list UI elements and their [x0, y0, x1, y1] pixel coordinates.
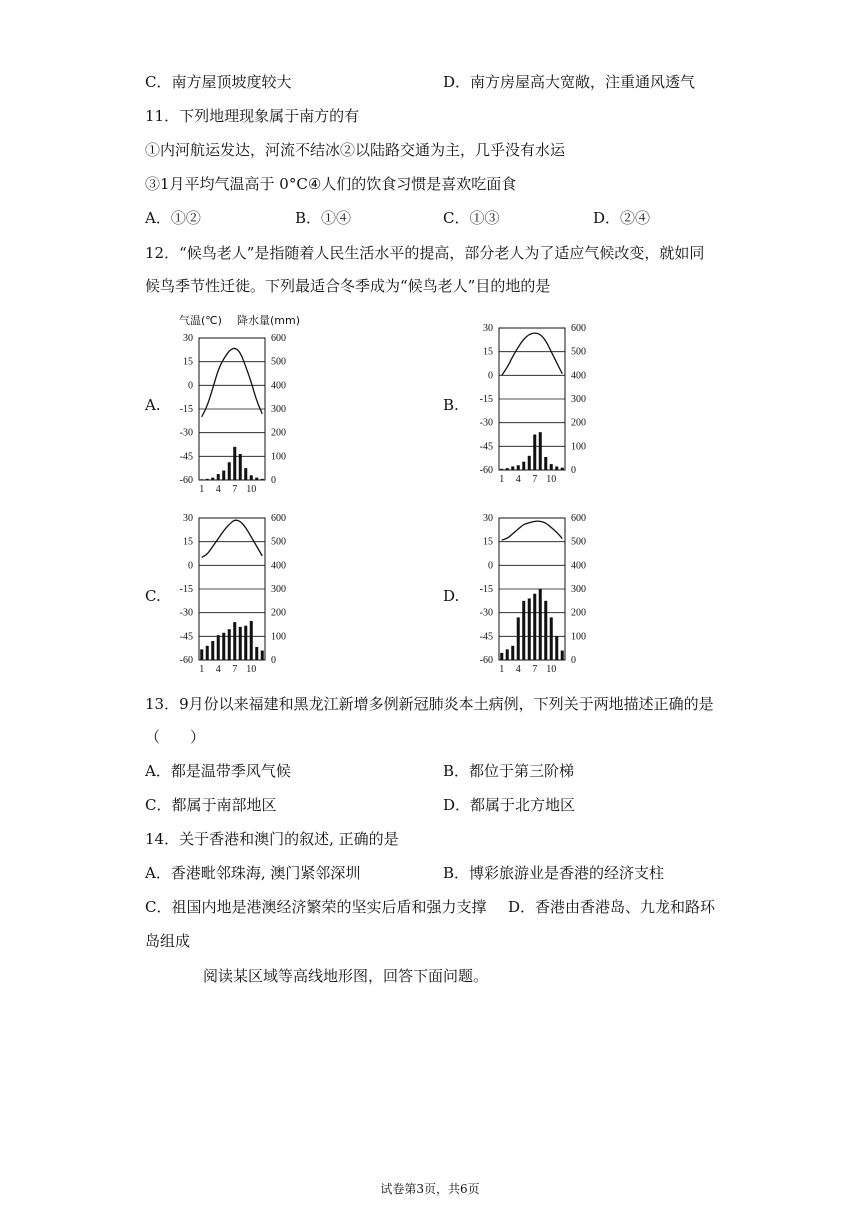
chart-a-precip-bar: [222, 471, 225, 480]
chart-b-temp-tick: 15: [483, 346, 493, 358]
chart-a-temp-tick: -15: [179, 404, 193, 415]
chart-c-precip-tick: 200: [271, 607, 286, 619]
chart-c-temp-tick: -30: [179, 607, 193, 619]
chart-d-precip-bar: [500, 653, 503, 660]
chart-a-precip-bar: [261, 479, 264, 480]
chart-c-precip-bar: [261, 651, 264, 660]
chart-b-temp-tick: -45: [479, 441, 493, 453]
chart-d-temp-tick: -15: [479, 584, 493, 595]
chart-d-precip-bar: [517, 617, 520, 660]
q14-option-d-line2: 岛组成: [145, 932, 191, 950]
chart-c-precip-bar: [217, 635, 220, 660]
chart-a-precip-tick: 300: [271, 404, 286, 415]
chart-a-label: A.: [145, 396, 161, 414]
chart-c-precip-tick: 600: [271, 513, 286, 524]
chart-b-precip-bar: [533, 435, 536, 471]
chart-c-precip-bar: [250, 621, 253, 660]
chart-d-label: D.: [443, 587, 460, 605]
chart-b-temp-tick: -30: [479, 417, 493, 429]
q14-option-d-line1: D．香港由香港岛、九龙和路环: [508, 898, 716, 916]
q13-stem-line2: （ ）: [145, 728, 206, 746]
chart-d-precip-bar: [511, 646, 514, 660]
climate-chart-b: [465, 318, 615, 488]
climate-chart-d: [465, 508, 615, 678]
chart-a-month-tick: 7: [232, 484, 238, 495]
chart-b-month-tick: 10: [546, 474, 557, 485]
page-footer: 试卷第3页，共6页: [380, 1182, 480, 1196]
chart-c-month-tick: 4: [215, 664, 221, 675]
chart-a-temp-tick: -45: [179, 451, 193, 463]
chart-b-precip-bar: [500, 469, 503, 470]
climate-chart-c: [165, 508, 315, 678]
chart-d-precip-tick: 100: [571, 631, 586, 643]
chart-b-plot: [465, 318, 615, 488]
chart-d-month-tick: 4: [515, 664, 521, 675]
chart-b-precip-bar: [555, 466, 558, 470]
chart-a-temp-tick: 30: [183, 333, 193, 344]
chart-a-precip-bar: [217, 474, 220, 480]
chart-c-precip-bar: [233, 622, 236, 660]
chart-a-precip-bar: [200, 479, 203, 480]
chart-a-month-tick: 1: [199, 484, 205, 495]
chart-d-precip-bar: [561, 651, 564, 660]
chart-d-temp-tick: 15: [483, 536, 493, 548]
chart-d-precip-bar: [539, 589, 542, 660]
chart-c-temp-tick: -45: [179, 631, 193, 643]
chart-d-precip-bar: [544, 601, 547, 660]
chart-d-precip-tick: 500: [571, 536, 586, 548]
chart-c-precip-tick: 500: [271, 536, 286, 548]
chart-a-precip-tick: 200: [271, 427, 286, 439]
chart-d-month-tick: 7: [532, 664, 538, 675]
chart-d-precip-tick: 0: [571, 655, 576, 666]
chart-d-precip-bar: [550, 617, 553, 660]
q10-option-c: C．南方屋顶坡度较大: [145, 73, 292, 91]
chart-c-temperature-curve: [202, 520, 263, 557]
chart-c-precip-bar: [222, 633, 225, 660]
chart-b-precip-bar: [522, 462, 525, 470]
chart-a-precip-bar: [239, 454, 242, 480]
q11-option-c: C．①③: [443, 209, 500, 227]
chart-b-temp-tick: -15: [479, 394, 493, 405]
chart-b-precip-bar: [528, 456, 531, 470]
chart-d-plot: [465, 508, 615, 678]
chart-d-month-tick: 10: [546, 664, 557, 675]
chart-a-precip-tick: 400: [271, 380, 286, 392]
chart-b-temp-tick: 30: [483, 323, 493, 334]
chart-c-precip-bar: [200, 649, 203, 660]
chart-c-precip-bar: [211, 641, 214, 660]
chart-b-precip-tick: 500: [571, 346, 586, 358]
chart-c-precip-bar: [239, 627, 242, 660]
chart-a-month-tick: 4: [215, 484, 221, 495]
chart-b-temp-tick: 0: [488, 370, 493, 382]
chart-b-precip-tick: 600: [571, 323, 586, 334]
chart-b-precip-tick: 200: [571, 417, 586, 429]
chart-b-month-tick: 4: [515, 474, 521, 485]
chart-d-temp-tick: 30: [483, 513, 493, 524]
chart-b-label: B.: [443, 396, 459, 414]
q11-statements-2: ③1月平均气温高于 0°C④人们的饮食习惯是喜欢吃面食: [145, 175, 517, 193]
q14-option-c: C．祖国内地是港澳经济繁荣的坚实后盾和强力支撑: [145, 898, 487, 916]
chart-d-precip-tick: 200: [571, 607, 586, 619]
chart-d-precip-bar: [533, 594, 536, 660]
chart-d-temp-tick: -45: [479, 631, 493, 643]
q11-stem: 11．下列地理现象属于南方的有: [145, 107, 360, 125]
chart-c-precip-tick: 400: [271, 560, 286, 572]
chart-a-precip-bar: [250, 475, 253, 480]
chart-d-precip-tick: 600: [571, 513, 586, 524]
q11-option-d: D．②④: [593, 209, 651, 227]
chart-a-precip-tick: 100: [271, 451, 286, 463]
chart-a-precip-bar: [255, 478, 258, 480]
chart-d-precip-bar: [555, 636, 558, 660]
chart-b-precip-bar: [517, 465, 520, 470]
chart-c-temp-tick: -15: [179, 584, 193, 595]
chart-b-precip-bar: [550, 464, 553, 470]
reading-prompt: 阅读某区域等高线地形图，回答下面问题。: [203, 967, 489, 985]
chart-a-temp-tick: -60: [179, 475, 193, 486]
chart-b-precip-tick: 100: [571, 441, 586, 453]
chart-b-precip-tick: 400: [571, 370, 586, 382]
chart-a-precip-bar: [244, 468, 247, 480]
chart-b-precip-tick: 300: [571, 394, 586, 405]
chart-b-precip-tick: 0: [571, 465, 576, 476]
q11-option-b: B．①④: [295, 209, 352, 227]
chart-a-plot: [165, 328, 315, 498]
chart-b-precip-bar: [561, 468, 564, 470]
chart-c-precip-bar: [228, 629, 231, 660]
chart-c-month-tick: 7: [232, 664, 238, 675]
q12-stem-line2: 候鸟季节性迁徙。下列最适合冬季成为“候鸟老人”目的地的是: [145, 277, 551, 295]
chart-d-temperature-curve: [502, 521, 563, 540]
q14-stem: 14．关于香港和澳门的叙述, 正确的是: [145, 830, 399, 848]
chart-c-temp-tick: 15: [183, 536, 193, 548]
chart-a-temp-tick: -30: [179, 427, 193, 439]
q11-option-a: A．①②: [145, 209, 201, 227]
chart-b-temp-tick: -60: [479, 465, 493, 476]
q10-option-d: D．南方房屋高大宽敞，注重通风透气: [443, 73, 696, 91]
chart-c-precip-bar: [244, 626, 247, 660]
chart-d-precip-tick: 300: [571, 584, 586, 595]
chart-b-month-tick: 7: [532, 474, 538, 485]
chart-b-temperature-curve: [502, 333, 563, 375]
chart-a-precip-tick: 500: [271, 356, 286, 368]
chart-c-temp-tick: 0: [188, 560, 193, 572]
chart-d-precip-bar: [506, 649, 509, 660]
chart-c-month-tick: 1: [199, 664, 205, 675]
chart-a-month-tick: 10: [246, 484, 257, 495]
q14-option-b: B．博彩旅游业是香港的经济支柱: [443, 864, 665, 882]
chart-c-temp-tick: 30: [183, 513, 193, 524]
chart-c-precip-bar: [206, 646, 209, 660]
chart-d-precip-bar: [522, 601, 525, 660]
chart-c-precip-tick: 100: [271, 631, 286, 643]
q13-option-d: D．都属于北方地区: [443, 796, 576, 814]
chart-c-precip-tick: 0: [271, 655, 276, 666]
chart-b-month-tick: 1: [499, 474, 505, 485]
chart-a-precip-header: 降水量(mm): [237, 314, 301, 327]
chart-a-precip-bar: [206, 479, 209, 480]
q11-statements-1: ①内河航运发达，河流不结冰②以陆路交通为主，几乎没有水运: [145, 141, 566, 159]
chart-a-precip-bar: [211, 478, 214, 480]
chart-a-precip-tick: 600: [271, 333, 286, 344]
q13-option-a: A．都是温带季风气候: [145, 762, 291, 780]
q12-stem-line1: 12．“候鸟老人”是指随着人民生活水平的提高，部分老人为了适应气候改变，就如同: [145, 244, 705, 262]
q14-option-a: A．香港毗邻珠海, 澳门紧邻深圳: [145, 864, 361, 882]
chart-b-precip-bar: [544, 457, 547, 470]
chart-b-precip-bar: [539, 432, 542, 470]
chart-c-label: C.: [145, 587, 161, 605]
chart-c-temp-tick: -60: [179, 655, 193, 666]
q13-option-c: C．都属于南部地区: [145, 796, 277, 814]
chart-a-header: [165, 308, 315, 328]
q13-option-b: B．都位于第三阶梯: [443, 762, 575, 780]
chart-b-precip-bar: [511, 466, 514, 470]
chart-a-temperature-curve: [202, 348, 263, 416]
chart-a-temp-tick: 0: [188, 380, 193, 392]
chart-d-temp-tick: -30: [479, 607, 493, 619]
chart-b-precip-bar: [506, 468, 509, 470]
chart-a-precip-bar: [228, 462, 231, 480]
chart-c-precip-bar: [255, 647, 258, 660]
chart-d-temp-tick: 0: [488, 560, 493, 572]
chart-a-temp-header: 气温(℃): [179, 314, 222, 327]
climate-chart-a: [165, 308, 315, 498]
chart-a-precip-bar: [233, 447, 236, 480]
chart-c-plot: [165, 508, 315, 678]
chart-a-temp-tick: 15: [183, 356, 193, 368]
chart-d-month-tick: 1: [499, 664, 505, 675]
chart-d-precip-bar: [528, 598, 531, 660]
chart-d-precip-tick: 400: [571, 560, 586, 572]
chart-c-precip-tick: 300: [271, 584, 286, 595]
chart-d-temp-tick: -60: [479, 655, 493, 666]
chart-c-month-tick: 10: [246, 664, 257, 675]
chart-a-precip-tick: 0: [271, 475, 276, 486]
q13-stem-line1: 13．9月份以来福建和黑龙江新增多例新冠肺炎本土病例，下列关于两地描述正确的是: [145, 695, 714, 713]
